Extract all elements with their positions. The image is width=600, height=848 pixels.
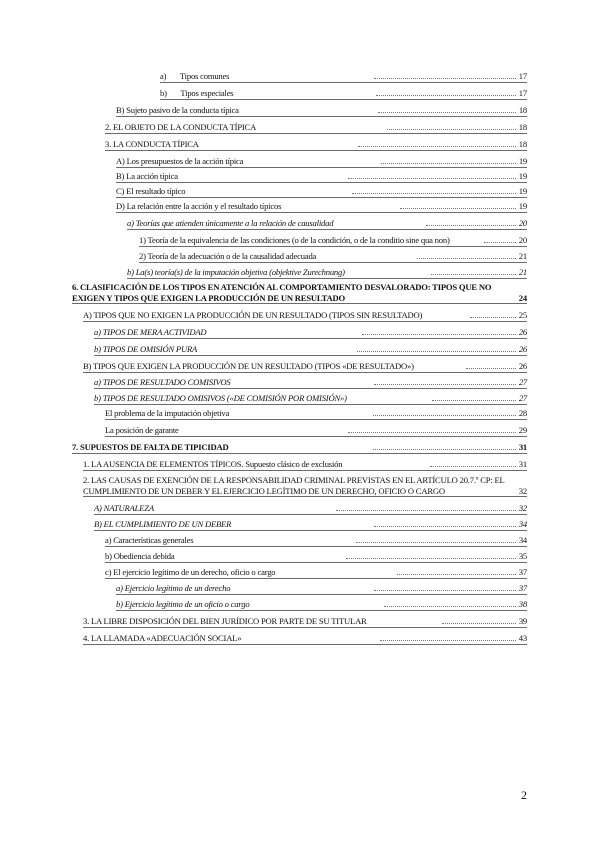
toc-entry-page: 27 [518, 393, 528, 403]
toc-entry[interactable] [94, 344, 527, 356]
toc-entry-label: 2) Teoría de la adecuación o de la causalidad adecuada [139, 251, 317, 261]
toc-entry[interactable] [116, 186, 527, 198]
toc-entry-page: 32 [518, 485, 527, 496]
toc-entry-page: 28 [518, 408, 528, 418]
toc-entry[interactable] [116, 201, 527, 213]
toc-entry-label: 1) Teoría de la equivalencia de las condiciones (o de la condición, o de la conditio sine qua non) [139, 235, 450, 245]
toc-leader [417, 258, 516, 259]
toc-entry-label: 4. LA LLAMADA «ADECUACIÓN SOCIAL» [83, 633, 242, 643]
toc-entry-page: 19 [518, 156, 528, 166]
toc-leader [348, 178, 516, 179]
toc-entry-label: b) Obediencia debida [105, 551, 175, 561]
toc-entry[interactable] [105, 425, 527, 437]
toc-entry[interactable] [83, 459, 527, 471]
toc-entry-page: 26 [518, 361, 528, 371]
toc-leader [373, 449, 516, 450]
toc-entry-label: c) El ejercicio legítimo de un derecho, oficio o cargo [105, 567, 276, 577]
toc-entry-page: 21 [518, 267, 527, 277]
toc-entry[interactable] [139, 251, 527, 263]
toc-entry[interactable] [83, 310, 527, 322]
toc-leader [378, 112, 516, 113]
toc-entry[interactable] [160, 88, 527, 100]
toc-entry[interactable] [105, 408, 527, 420]
toc-entry-page: 18 [518, 105, 528, 115]
toc-entry-label: 2. EL OBJETO DE LA CONDUCTA TÍPICA [105, 122, 257, 132]
toc-entry[interactable] [72, 442, 527, 454]
toc-entry-label: a) TIPOS DE RESULTADO COMISIVOS [94, 377, 231, 387]
toc-entry-label: a) Características generales [105, 535, 194, 545]
toc-entry-label: a) Tipos comunes [160, 71, 230, 81]
toc-leader [374, 526, 515, 527]
toc-leader [384, 606, 516, 607]
toc-entry[interactable] [160, 71, 527, 83]
toc-entry-page: 39 [518, 616, 528, 626]
toc-entry-page: 26 [518, 344, 528, 354]
toc-entry-label: B) EL CUMPLIMIENTO DE UN DEBER [94, 519, 232, 529]
toc-entry-label: b) Tipos especiales [160, 88, 234, 98]
toc-entry-label: 6. CLASIFICACIÓN DE LOS TIPOS EN ATENCIÓN AL COMPORTAMIENTO DESVALORADO: TIPOS QUE NO EXIGEN Y TIPOS QUE EXIGEN LA PRODUCCIÓN DE UN RESULTADO [72, 282, 492, 303]
toc-leader [381, 163, 516, 164]
toc-leader [432, 400, 516, 401]
toc-leader [362, 334, 516, 335]
toc-entry-label: A) Los presupuestos de la acción típica [116, 156, 244, 166]
toc-entry-label: C) El resultado típico [116, 186, 186, 196]
toc-entry[interactable] [116, 583, 527, 595]
toc-entry[interactable] [116, 156, 527, 168]
toc-entry-label: a) Ejercicio legítimo de un derecho [116, 583, 231, 593]
toc-entry-label: b) TIPOS DE OMISIÓN PURA [94, 344, 198, 354]
toc-entry[interactable] [94, 393, 527, 405]
toc-entry-page: 25 [518, 310, 527, 320]
toc-entry-page: 34 [518, 535, 528, 545]
toc-entry-label: 1. LA AUSENCIA DE ELEMENTOS TÍPICOS. Supuesto clásico de exclusión [83, 459, 343, 469]
toc-entry[interactable] [72, 282, 527, 304]
toc-leader [358, 146, 516, 147]
toc-entry[interactable] [116, 171, 527, 183]
toc-leader [426, 225, 516, 226]
toc-entry-label: 7. SUPUESTOS DE FALTA DE TIPICIDAD [72, 442, 229, 452]
toc-entry[interactable] [116, 599, 527, 611]
toc-leader [356, 542, 516, 543]
toc-entry[interactable] [105, 535, 527, 547]
toc-entry-page: 34 [518, 519, 528, 529]
toc-entry-label: a) TIPOS DE MERA ACTIVIDAD [94, 327, 207, 337]
toc-leader [484, 242, 516, 243]
toc-entry-page: 19 [518, 186, 527, 196]
toc-entry-page: 37 [518, 583, 528, 593]
toc-entry-page: 31 [518, 442, 528, 452]
toc-entry[interactable] [105, 567, 527, 579]
toc-entry-page: 17 [518, 88, 527, 98]
toc-entry-page: 20 [518, 218, 528, 228]
toc-entry-page: 37 [518, 567, 527, 577]
toc-leader [352, 193, 516, 194]
toc-entry[interactable] [94, 503, 527, 515]
toc-leader [430, 466, 516, 467]
toc-entry-label: B) Sujeto pasivo de la conducta típica [116, 105, 239, 115]
toc-entry-label: A) NATURALEZA [94, 503, 154, 513]
toc-entry[interactable] [105, 122, 527, 134]
toc-leader [400, 208, 516, 209]
toc-entry[interactable] [83, 475, 527, 497]
toc-entry-page: 31 [518, 459, 527, 469]
toc-entry-page: 26 [518, 327, 528, 337]
toc-leader [470, 317, 516, 318]
toc-entry-label: 3. LA LIBRE DISPOSICIÓN DEL BIEN JURÍDICO POR PARTE DE SU TITULAR [83, 616, 367, 626]
toc-leader [442, 623, 516, 624]
toc-entry[interactable] [83, 616, 527, 628]
toc-entry[interactable] [105, 139, 527, 151]
toc-entry-page: 19 [518, 171, 527, 181]
toc-entry[interactable] [83, 633, 527, 645]
toc-entry-label: B) TIPOS QUE EXIGEN LA PRODUCCIÓN DE UN RESULTADO (TIPOS «DE RESULTADO») [83, 361, 414, 371]
page-number: 2 [521, 788, 527, 802]
toc-entry-page: 38 [518, 599, 527, 609]
toc-leader [357, 351, 515, 352]
toc-entry[interactable] [127, 218, 527, 230]
toc-entry-label: 2. LAS CAUSAS DE EXENCIÓN DE LA RESPONSABILIDAD CRIMINAL PREVISTAS EN EL ARTÍCULO 20.7.º CP: EL CUMPLIMIENTO DE UN DEBER Y EL EJERCICIO LEGÍTIMO DE UN DERECHO, OFICIO O CARGO [83, 475, 505, 496]
toc-entry-page: 20 [518, 235, 527, 245]
toc-entry-page: 18 [518, 139, 527, 149]
toc-entry[interactable] [105, 551, 527, 563]
toc-leader [336, 510, 516, 511]
toc-entry[interactable] [83, 361, 527, 373]
toc-leader [374, 78, 516, 79]
toc-entry-label: 3. LA CONDUCTA TÍPICA [105, 139, 199, 149]
toc-leader [373, 415, 515, 416]
toc-leader [380, 640, 516, 641]
toc-entry-label: D) La relación entre la acción y el resultado típicos [116, 201, 282, 211]
toc-entry-label: b) La(s) teoría(s) de la imputación objetiva (objektive Zurechnung) [127, 267, 345, 277]
toc-entry[interactable] [127, 267, 527, 279]
toc-entry-page: 18 [518, 122, 527, 132]
toc-entry-page: 32 [518, 503, 528, 513]
toc-entry[interactable] [139, 235, 527, 247]
toc-entry-page: 17 [518, 71, 527, 81]
toc-entry-label: La posición de garante [105, 425, 179, 435]
toc-leader [374, 384, 516, 385]
toc-entry-page: 27 [518, 377, 528, 387]
toc-leader [397, 574, 516, 575]
toc-entry-label: El problema de la imputación objetiva [105, 408, 230, 418]
toc-entry[interactable] [94, 519, 527, 531]
toc-leader [387, 129, 516, 130]
toc-entry[interactable] [94, 377, 527, 389]
toc-leader [376, 95, 516, 96]
toc-leader [374, 590, 516, 591]
toc-entry-label: A) TIPOS QUE NO EXIGEN LA PRODUCCIÓN DE UN RESULTADO (TIPOS SIN RESULTADO) [83, 310, 423, 320]
toc-entry-page: 21 [518, 251, 527, 261]
toc-entry-page: 24 [518, 292, 527, 303]
toc-entry-label: B) La acción típica [116, 171, 178, 181]
toc-entry-label: b) TIPOS DE RESULTADO OMISIVOS («DE COMISIÓN POR OMISIÓN») [94, 393, 347, 403]
toc-entry-page: 35 [518, 551, 528, 561]
toc-entry[interactable] [94, 327, 527, 339]
toc-leader [466, 368, 516, 369]
toc-entry-label: b) Ejercicio legítimo de un oficio o cargo [116, 599, 250, 609]
toc-entry-label: a) Teorías que atienden únicamente a la relación de causalidad [127, 218, 334, 228]
toc-leader [346, 558, 516, 559]
toc-entry-page: 43 [518, 633, 527, 643]
toc-entry[interactable] [116, 105, 527, 117]
toc-entry-page: 19 [518, 201, 527, 211]
toc-entry-page: 29 [518, 425, 527, 435]
toc-leader [431, 274, 516, 275]
toc-leader [348, 432, 516, 433]
